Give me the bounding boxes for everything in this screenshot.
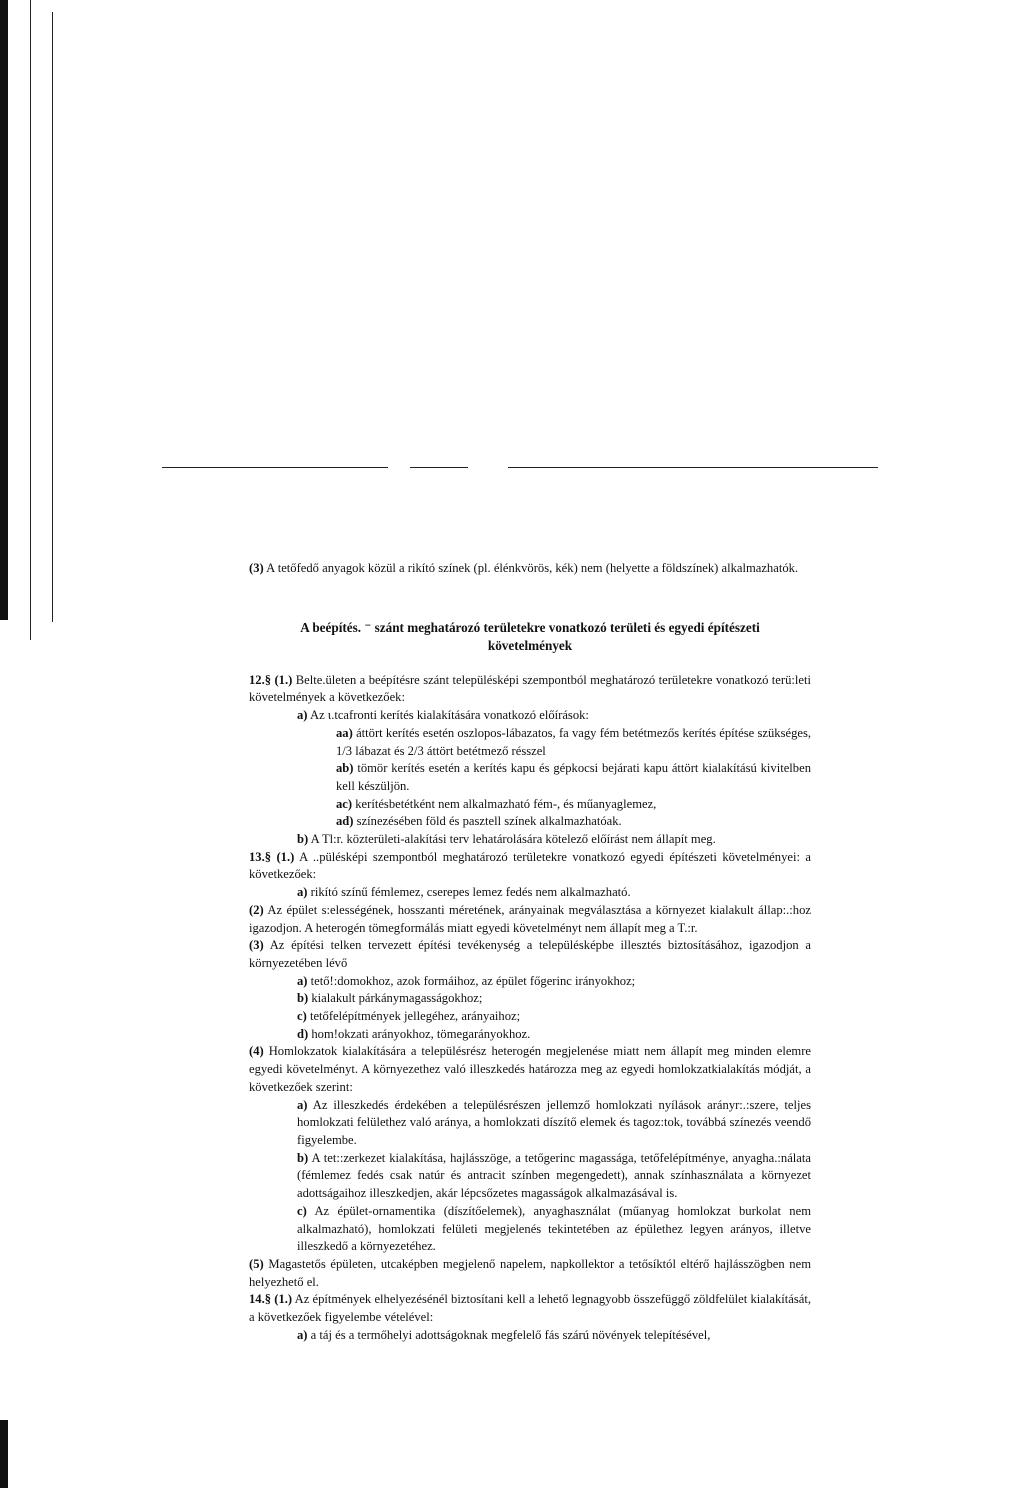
paragraph-12-1: 12.§ (1.) Belte.ületen a beépítésre szánt településképi szempontból meghatározó területekre vonatkozó terü:leti követelmények a következőek: (249, 672, 811, 705)
item-13-a: a) rikító színű fémlemez, cserepes lemez fedés nem alkalmazható. (297, 885, 631, 900)
item-13-3-a: a) tető!:domokhoz, azok formáihoz, az épület főgerinc irányokhoz; (297, 973, 636, 988)
scan-line (52, 12, 53, 622)
horizontal-rule (410, 467, 468, 468)
horizontal-rule (508, 467, 878, 468)
item-12-aa: aa) áttört kerítés esetén oszlopos-lábazatos, fa vagy fém betétmezős kerítés építése szükséges, 1/3 lábazat és 2/3 áttört betétmező résszel (336, 725, 812, 758)
paragraph-13-3: (3) Az építési telken tervezett építési tevékenység a településképbe illesztés biztosításához, igazodjon a környezetében lévő (249, 938, 811, 970)
scan-edge (0, 0, 8, 1488)
horizontal-rule (162, 467, 388, 468)
item-12-b: b) A Tl:r. közterületi-alakítási terv lehatárolására kötelező előírást nem állapít meg. (297, 832, 716, 847)
item-13-4-a: a) Az illeszkedés érdekében a településrészen jellemző homlokzati nyílások arányr:.:szere, teljes homlokzati felülethez való aránya, a homlokzati díszítő elemek és tagoz:tok, továbbá színezés veendő figyelembe. (297, 1097, 811, 1147)
paragraph-13-5: (5) Magastetős épületen, utcaképben megjelenő napelem, napkollektor a tetősíktól eltérő hajlásszögben nem helyezhető el. (249, 1256, 811, 1289)
item-13-4-b: b) A tet::zerkezet kialakítása, hajlásszöge, a tetőgerinc magassága, tetőfelépítménye, anyagha.:nálata (fémlemez fedés csak natúr és antracit színben megengedett), annak színhasználata a környezet adottságaihoz illeszkedjen, akár lépcsőzetes magasságok alkalmazásával is. (297, 1150, 811, 1201)
paragraph-14-1: 14.§ (1.) Az építmények elhelyezésénél biztosítani kell a lehető legnagyobb összefüggő zöldfelület kialakítását, a következőek figyelembe vételével: (249, 1292, 811, 1325)
paragraph-13-2: (2) Az épület s:elességének, hosszanti méretének, arányainak megválasztása a környezet kialakult állap:.:hoz igazodjon. A heterogén tömegformálás miatt egyedi követelményt nem állapít meg a T.:r. (249, 902, 811, 935)
paragraph-13-4: (4) Homlokzatok kialakítására a településrész heterogén megjelenése miatt nem állapít meg minden elemre egyedi követelményt. A környezethez való illeszkedés határozza meg az egyedi homlokzatkialakítás módját, a következőek szerint: (249, 1044, 811, 1094)
section-heading: A beépítés. ⁻ szánt meghatározó területekre vonatkozó területi és egyedi építészeti követelmények (300, 619, 760, 653)
paragraph-3-top: (3) A tetőfedő anyagok közül a rikító színek (pl. élénkvörös, kék) nem (helyette a földszínek) alkalmazhatók. (249, 561, 799, 575)
item-13-3-d: d) hom!okzati arányokhoz, tömegarányokhoz. (297, 1026, 531, 1041)
scan-line (30, 0, 31, 640)
item-13-3-b: b) kialakult párkánymagasságokhoz; (297, 991, 483, 1006)
item-14-a: a) a táj és a termőhelyi adottságoknak megfelelő fás szárú növények telepítésével, (297, 1327, 711, 1342)
item-12-ac: ac) kerítésbetétként nem alkalmazható fém-, és műanyaglemez, (336, 796, 657, 811)
document-body (249, 560, 811, 1344)
item-12-ab: ab) tömör kerítés esetén a kerítés kapu és gépkocsi bejárati kapu áttört kialakítású kivitelben kell készüljön. (336, 761, 811, 793)
item-12-ad: ad) színezésében föld és pasztell színek alkalmazhatóak. (336, 814, 622, 829)
item-13-3-c: c) tetőfelépítmények jellegéhez, arányaihoz; (297, 1009, 521, 1024)
item-12-a: a) Az ι.tcafronti kerítés kialakítására vonatkozó előírások: (297, 708, 589, 723)
item-13-4-c: c) Az épület-ornamentika (díszítőelemek), anyaghasználat (műanyag homlokzat burkolat nem alkalmazható), homlokzati felületi megjelenés tekintetében az épülethez legyen arányos, illetve illeszkedő a környezetéhez. (297, 1203, 811, 1254)
paragraph-13-1: 13.§ (1.) A ..pülésképi szempontból meghatározó területekre vonatkozó egyedi építészeti követelményei: a következőek: (249, 849, 811, 882)
